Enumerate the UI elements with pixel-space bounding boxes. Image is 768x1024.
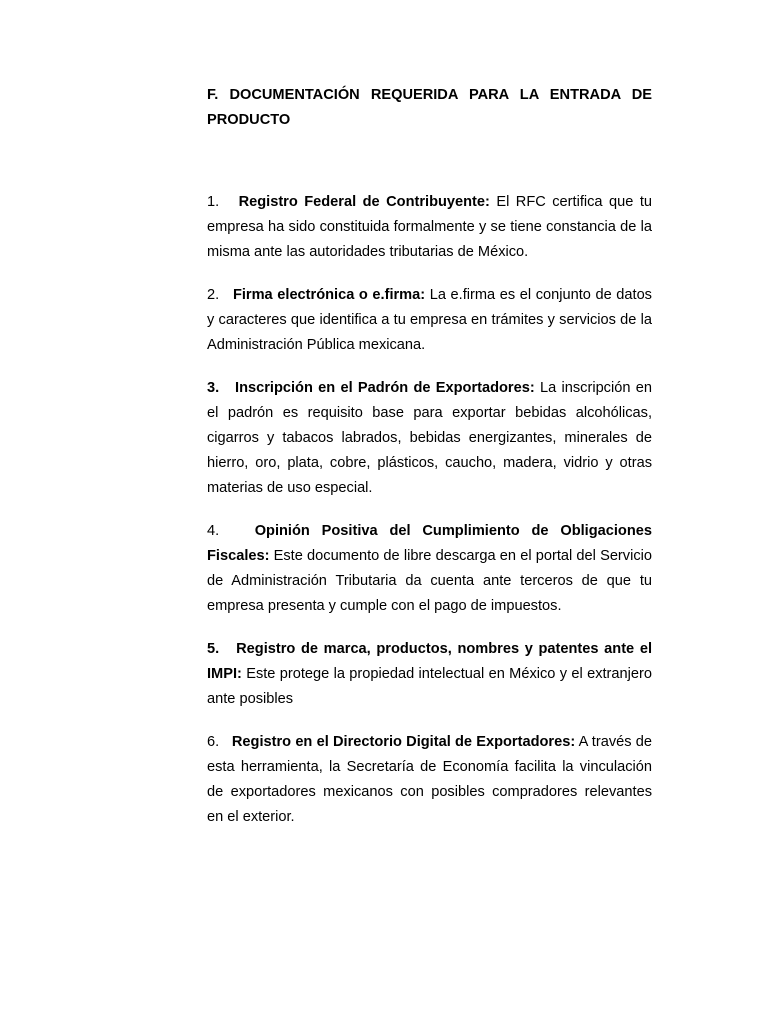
- section-heading: F. DOCUMENTACIÓN REQUERIDA PARA LA ENTRADA DE PRODUCTO: [207, 87, 652, 128]
- item-number: 3.: [207, 380, 220, 396]
- item-number: 5.: [207, 641, 220, 657]
- item-number: 6.: [207, 734, 220, 750]
- list-item-directorio: [207, 730, 652, 830]
- item-text: La inscripción en el padrón es requisito base para exportar bebidas alcohólicas, cigarros y tabacos labrados, bebidas energizantes, minerales de hierro, oro, plata, cobre, plásticos, caucho, madera, vidrio y otras materias de uso especial.: [207, 380, 652, 496]
- item-number: 4.: [207, 523, 220, 539]
- list-item-rfc: [207, 190, 652, 265]
- item-text: Este documento de libre descarga en el portal del Servicio de Administración Tributaria da cuenta ante terceros de que tu empresa presenta y cumple con el pago de impuestos.: [207, 548, 652, 614]
- item-term: Opinión Positiva del Cumplimiento de Obligaciones Fiscales:: [207, 523, 652, 564]
- item-term: Inscripción en el Padrón de Exportadores:: [235, 380, 535, 396]
- item-text: A través de esta herramienta, la Secretaría de Economía facilita la vinculación de exportadores mexicanos con posibles compradores relevantes en el exterior.: [207, 734, 653, 825]
- item-term: Registro de marca, productos, nombres y patentes ante el IMPI:: [207, 641, 652, 682]
- item-number: 1.: [207, 194, 220, 210]
- item-term: Firma electrónica o e.firma:: [232, 287, 426, 303]
- item-text: La e.firma es el conjunto de datos y caracteres que identifica a tu empresa en trámites y servicios de la Administración Pública mexicana.: [207, 287, 652, 353]
- document-body: [207, 83, 652, 848]
- list-item-padron: [207, 376, 652, 501]
- list-item-efirma: [207, 283, 652, 358]
- list-item-opinion: [207, 519, 652, 619]
- item-text: El RFC certifica que tu empresa ha sido constituida formalmente y se tiene constancia de la misma ante las autoridades tributarias de México.: [207, 194, 652, 260]
- item-number: 2.: [207, 287, 220, 303]
- item-term: Registro Federal de Contribuyente:: [238, 194, 490, 210]
- list-item-impi: [207, 637, 652, 712]
- item-term: Registro en el Directorio Digital de Exportadores:: [231, 734, 576, 750]
- item-text: Este protege la propiedad intelectual en México y el extranjero ante posibles: [207, 666, 652, 707]
